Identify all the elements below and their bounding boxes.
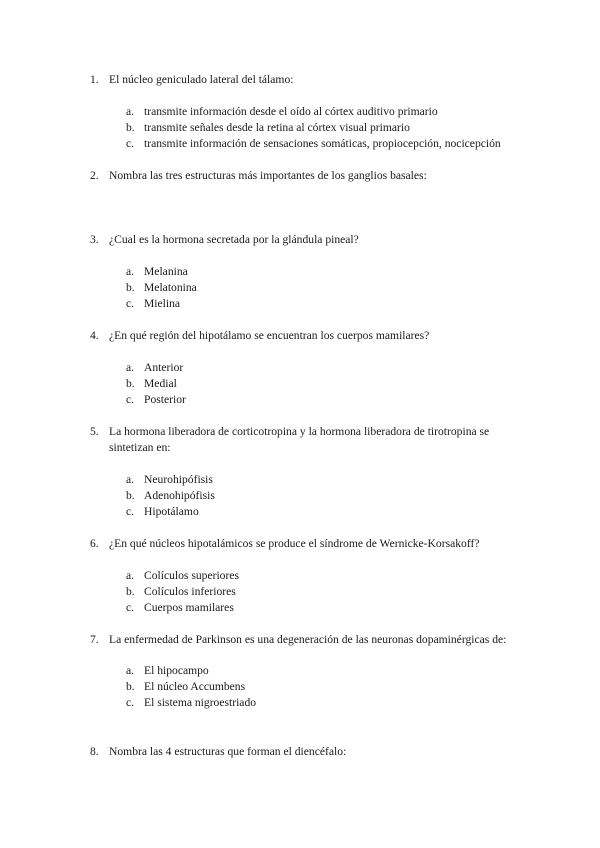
question-1 xyxy=(90,72,530,88)
option-c xyxy=(126,600,546,616)
question-text: La enfermedad de Parkinson es una degeneración de las neuronas dopaminérgicas de: xyxy=(109,633,507,646)
question-text: Nombra las tres estructuras más importantes de los ganglios basales: xyxy=(109,169,427,182)
options-1 xyxy=(126,104,546,152)
question-text: La hormona liberadora de corticotropina y la hormona liberadora de tirotropina se sintetizan en: xyxy=(109,425,490,454)
option-text: Posterior xyxy=(144,393,186,406)
option-letter: c. xyxy=(126,297,135,310)
option-a xyxy=(126,360,546,376)
question-3 xyxy=(90,232,530,248)
question-number: 8. xyxy=(90,745,99,758)
option-text: Melatonina xyxy=(144,281,197,294)
option-b xyxy=(126,376,546,392)
option-b xyxy=(126,584,546,600)
option-letter: b. xyxy=(126,377,135,390)
option-text: Neurohipófisis xyxy=(144,473,213,486)
option-text: Adenohipófisis xyxy=(144,489,215,502)
option-text: Hipotálamo xyxy=(144,505,199,518)
question-number: 6. xyxy=(90,537,99,550)
option-letter: b. xyxy=(126,281,135,294)
option-letter: a. xyxy=(126,265,135,278)
question-number: 2. xyxy=(90,169,99,182)
option-letter: c. xyxy=(126,601,135,614)
options-7 xyxy=(126,663,546,711)
question-number: 5. xyxy=(90,425,99,438)
option-letter: c. xyxy=(126,696,135,709)
option-letter: b. xyxy=(126,585,135,598)
question-8 xyxy=(90,744,530,760)
option-letter: a. xyxy=(126,664,135,677)
option-text: Melanina xyxy=(144,265,188,278)
question-text: ¿En qué región del hipotálamo se encuentran los cuerpos mamilares? xyxy=(109,329,430,342)
option-text: transmite señales desde la retina al córtex visual primario xyxy=(144,121,410,134)
option-text: El sistema nigroestriado xyxy=(144,696,257,709)
question-number: 1. xyxy=(90,73,99,86)
option-letter: c. xyxy=(126,393,135,406)
question-4 xyxy=(90,328,530,344)
option-text: Colículos inferiores xyxy=(144,585,236,598)
option-text: El núcleo Accumbens xyxy=(144,680,246,693)
option-text: transmite información desde el oído al córtex auditivo primario xyxy=(144,105,438,118)
question-5 xyxy=(90,424,510,456)
option-text: El hipocampo xyxy=(144,664,209,677)
option-text: Mielina xyxy=(144,297,181,310)
option-c xyxy=(126,136,546,152)
option-c xyxy=(126,504,546,520)
option-b xyxy=(126,679,546,695)
question-number: 7. xyxy=(90,633,99,646)
option-letter: c. xyxy=(126,137,135,150)
option-text: Cuerpos mamilares xyxy=(144,601,234,614)
option-text: Medial xyxy=(144,377,177,390)
option-letter: a. xyxy=(126,473,135,486)
option-c xyxy=(126,392,546,408)
options-5 xyxy=(126,472,546,520)
option-b xyxy=(126,120,546,136)
option-letter: b. xyxy=(126,680,135,693)
question-text: El núcleo geniculado lateral del tálamo: xyxy=(109,73,294,86)
option-text: transmite información de sensaciones somáticas, propiocepción, nocicepción xyxy=(144,137,501,150)
options-3 xyxy=(126,264,546,312)
question-7 xyxy=(90,632,530,648)
option-a xyxy=(126,264,546,280)
option-b xyxy=(126,280,546,296)
option-c xyxy=(126,296,546,312)
question-text: ¿En qué núcleos hipotalámicos se produce el síndrome de Wernicke-Korsakoff? xyxy=(109,537,480,550)
option-letter: a. xyxy=(126,105,135,118)
option-letter: b. xyxy=(126,121,135,134)
option-letter: a. xyxy=(126,569,135,582)
options-4 xyxy=(126,360,546,408)
option-letter: c. xyxy=(126,505,135,518)
options-6 xyxy=(126,568,546,616)
option-a xyxy=(126,568,546,584)
question-text: ¿Cual es la hormona secretada por la glándula pineal? xyxy=(109,233,359,246)
question-6 xyxy=(90,536,530,552)
question-text: Nombra las 4 estructuras que forman el diencéfalo: xyxy=(109,745,347,758)
option-a xyxy=(126,663,546,679)
option-text: Anterior xyxy=(144,361,184,374)
option-c xyxy=(126,695,546,711)
option-a xyxy=(126,104,546,120)
option-b xyxy=(126,488,546,504)
question-number: 3. xyxy=(90,233,99,246)
option-letter: a. xyxy=(126,361,135,374)
option-letter: b. xyxy=(126,489,135,502)
option-a xyxy=(126,472,546,488)
question-2 xyxy=(90,168,530,184)
option-text: Colículos superiores xyxy=(144,569,239,582)
question-number: 4. xyxy=(90,329,99,342)
